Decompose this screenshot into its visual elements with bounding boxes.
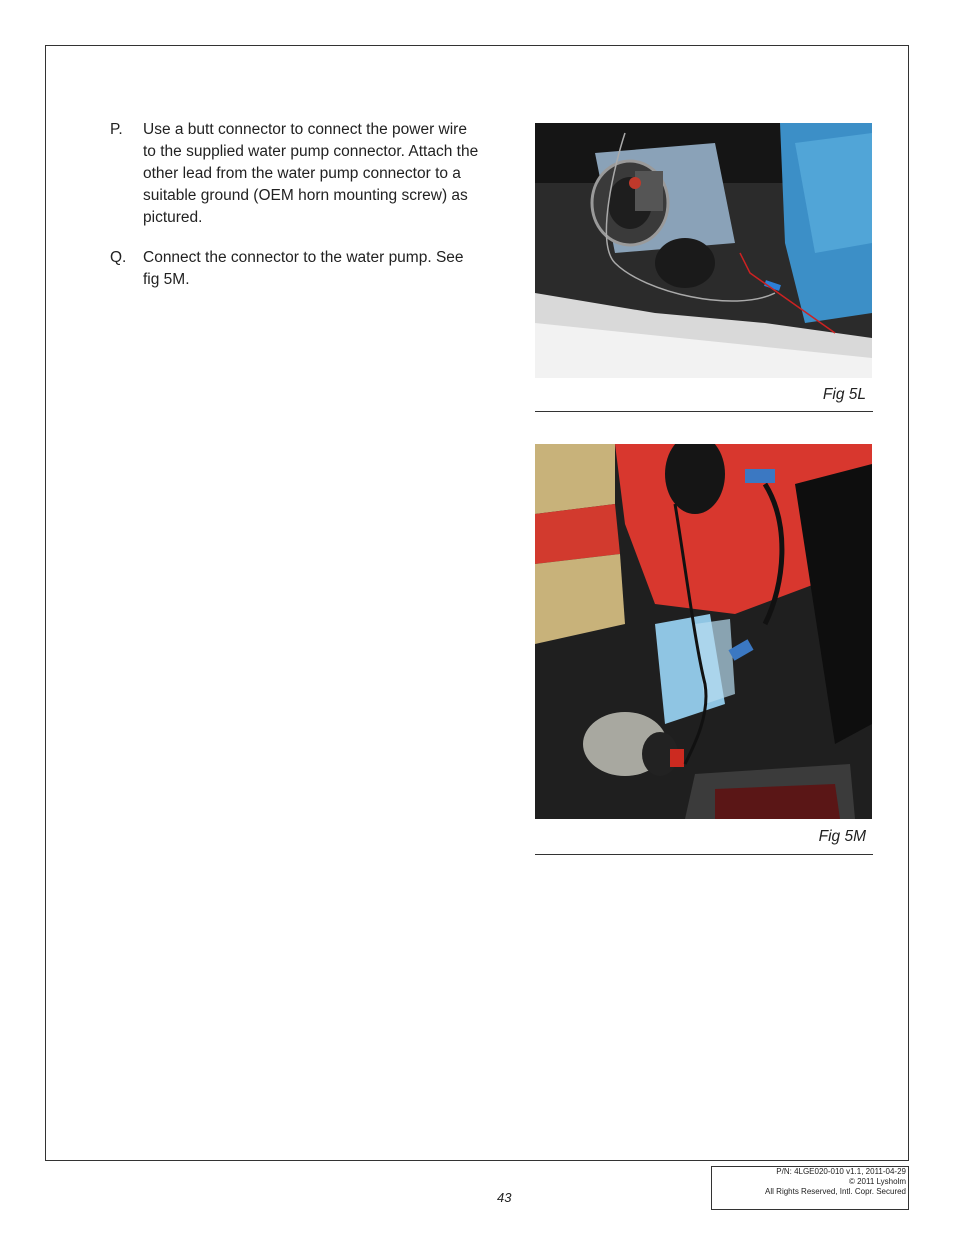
- step-text: Use a butt connector to connect the power wire to the supplied water pump connector. Attach the other lead from the water pump connector to a suitable ground (OEM horn mounting screw) as pictured.: [143, 121, 479, 226]
- fig-5l-rule: [535, 411, 873, 412]
- footer-rights: All Rights Reserved, Intl. Copr. Secured: [765, 1187, 906, 1196]
- footer-copyright-box: [711, 1166, 909, 1210]
- step-letter: Q.: [110, 249, 127, 266]
- step-letter: P.: [110, 121, 123, 138]
- footer-part-number: P/N: 4LGE020-010 v1.1, 2011-04-29: [776, 1167, 906, 1176]
- fig-5l-caption: Fig 5L: [822, 386, 866, 403]
- fig-5m-photo: [535, 444, 872, 819]
- fig-5l-photo: [535, 123, 872, 378]
- step-q: [110, 247, 480, 291]
- step-text: Connect the connector to the water pump. See fig 5M.: [143, 249, 464, 288]
- step-p: [110, 119, 480, 229]
- fig-5m-caption: Fig 5M: [818, 828, 866, 845]
- footer-copyright: © 2011 Lysholm: [848, 1177, 906, 1186]
- page-number: 43: [497, 1190, 512, 1205]
- fig-5m-rule: [535, 854, 873, 855]
